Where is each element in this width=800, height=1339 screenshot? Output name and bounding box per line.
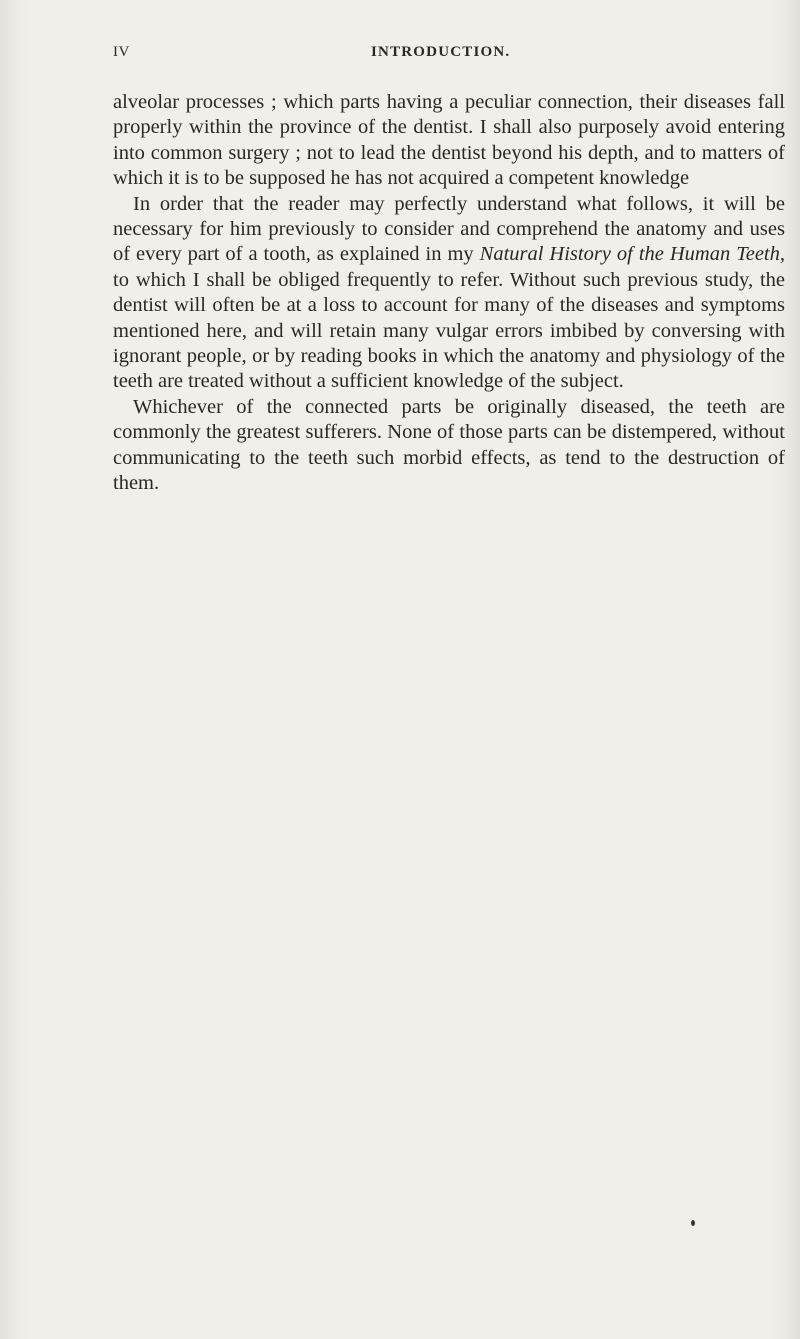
paragraph-continuation: alveolar processes ; which parts having a peculiar connection, their diseases fall properly within the province of the dentist. I shall also purposely avoid entering into common surgery ; not to lead the dentist beyond his depth, and to matters of which it is to be supposed he has not acquired a competent knowledge	[113, 91, 785, 190]
book-title-reference: Natural History of the Human Teeth,	[479, 243, 785, 266]
ink-speck	[691, 1220, 695, 1226]
paragraph-reader-instruction	[113, 192, 785, 395]
paragraph-text-segment: to which I shall be obliged frequently to refer. Without such previous study, the dentist will often be at a loss to account for many of the diseases and symptoms mentioned here, and will retain many vulgar errors imbibed by conversing with ignorant people, or by reading books in which the anatomy and physiology of the teeth are treated without a sufficient knowledge of the subject.	[113, 268, 785, 393]
paragraph-text-segment: In order that the reader may perfectly understand what follows, it will be necessary for him previously to consider and comprehend the anatomy and uses of every part of a tooth, as explained in my	[113, 192, 785, 266]
body-text	[113, 90, 785, 497]
page-number: IV	[113, 44, 130, 60]
running-head: INTRODUCTION.	[371, 44, 511, 60]
paragraph-connected-parts: Whichever of the connected parts be originally diseased, the teeth are commonly the greatest sufferers. None of those parts can be distempered, without communicating to the teeth such morbid effects, as tend to the destruction of them.	[113, 395, 785, 495]
page-header	[113, 44, 783, 68]
